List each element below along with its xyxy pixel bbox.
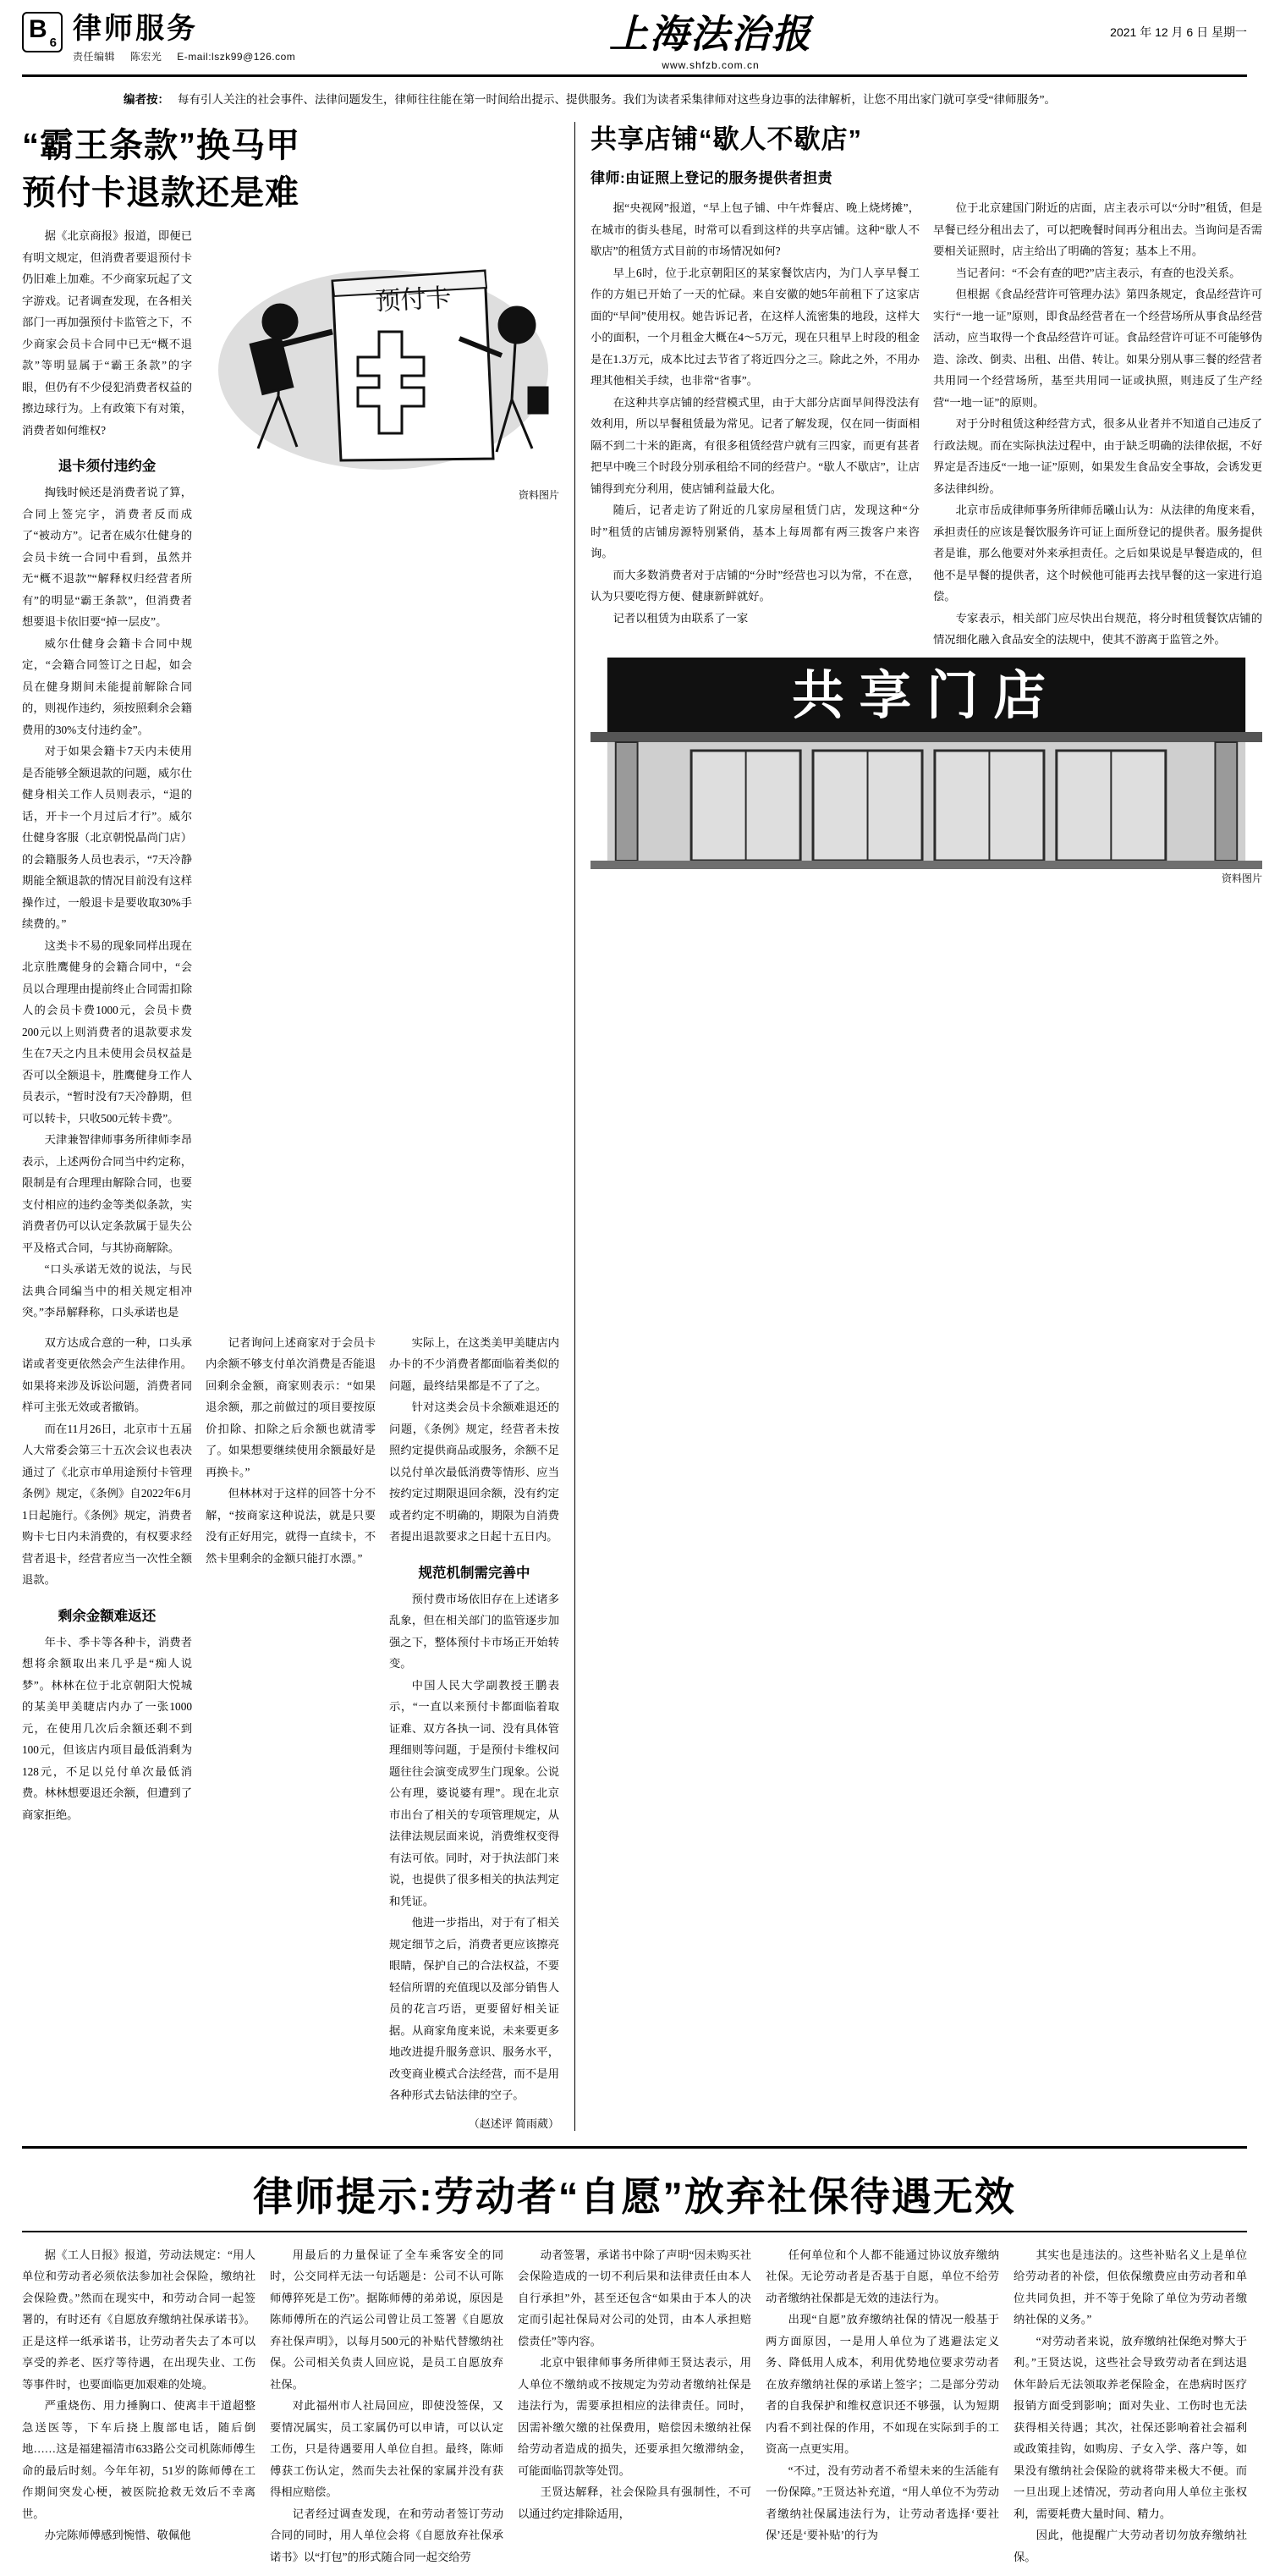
paragraph: 任何单位和个人都不能通过协议放弃缴纳社保。无论劳动者是否基于自愿，单位不给劳动者缴纳社保都是无效的违法行为。 <box>766 2248 999 2304</box>
page-number: 6 <box>49 36 57 50</box>
paragraph: 据《北京商报》报道，即便已有明文规定，但消费者要退预付卡仍旧难上加难。不少商家玩起了文字游戏。记者调查发现，在各相关部门一再加强预付卡监管之下，不少商家会员卡合同中已无“概不退款”等明显属于“霸王条款”的字眼，但仍有不少侵犯消费者权益的擦边球行为。上有政策下有对策，消费者如何维权? <box>22 229 192 437</box>
paragraph: 对于如果会籍卡7天内未使用是否能够全额退款的问题，威尔仕健身相关工作人员则表示，“退的话，开卡一个月过后才行”。威尔仕健身客服（北京朝悦晶尚门店）的会籍服务人员也表示，“7天冷静期能全额退款的情况目前没有这样操作过，一般退卡是要收取30%手续费的。” <box>22 745 192 930</box>
editor-note-body: 每有引人关注的社会事件、法律问题发生，律师往往能在第一时间给出提示、提供服务。我们为读者采集律师对这些身边事的法律解析，让您不用出家门就可享受“律师服务”。 <box>178 93 1056 106</box>
paragraph: 对此福州市人社局回应，即使没签保，又要情况属实，员工家属仍可以申请，可以认定工伤，只是待遇要用人单位自担。最终，陈师傅获工伤认定，然而失去社保的家属并没有获得相应赔偿。 <box>270 2399 503 2498</box>
right-col-2 <box>933 197 1262 651</box>
editor-label: 责任编辑 <box>73 51 116 63</box>
paragraph: 威尔仕健身会籍卡合同中规定，“会籍合同签订之日起，如会员在健身期间未能提前解除合同的，则视作违约，须按照剩余会籍费用的30%支付违约金”。 <box>22 636 192 736</box>
paragraph: 办完陈师傅感到惋惜、敬佩他 <box>44 2529 191 2541</box>
paragraph: 年卡、季卡等各种卡，消费者想将余额取出来几乎是“痴人说梦”。林林在位于北京朝阳大悦城的某美甲美睫店内办了一张1000元，在使用几次后余额还剩不到100元，但该店内项目最低消剩为128元，不足以兑付单次最低消费。林林想要退还余额，但遭到了商家拒绝。 <box>22 1635 192 1821</box>
article-shared-shop <box>591 122 1262 2131</box>
paragraph: 他进一步指出，对于有了相关规定细节之后，消费者更应该擦亮眼睛，保护自己的合法权益，不要轻信所谓的充值现以及部分销售人员的花言巧语，更要留好相关证据。从商家角度来说，未来要更多地改进提升服务意识、服务水平，改变商业模式合法经营，而不是用各种形式去钻法律的空子。 <box>389 1916 559 2101</box>
paragraph: “对劳动者来说，放弃缴纳社保绝对弊大于利。”王贤达说，这些社会导致劳动者在到达退休年龄后无法领取养老保险金，在患病时医疗报销方面受到影响；面对失业、工伤时也无法获得相关待遇；其次，社保还影响着社会福利或政策挂钩，如购房、子女入学、落户等，如果没有缴纳社会保险的就将带来极大不便。而一旦出现上述情况，劳动者向用人单位主张权利，需要耗费大量时间、精力。 <box>1014 2334 1247 2520</box>
left-top-columns <box>22 225 559 1324</box>
shop-photo-svg <box>591 658 1262 869</box>
editor-note <box>22 89 1247 110</box>
paragraph: 记者询问上述商家对于会员卡内余额不够支付单次消费是否能退回剩余金额，商家则表示：“如果退余额，那之前做过的项目要按原价扣除、扣除之后余额也就清零了。如果想要继续使用余额最好是再换卡。” <box>206 1335 376 1478</box>
paragraph: 早上6时，位于北京朝阳区的某家餐饮店内，为门人享早餐工作的方姐已开始了一天的忙碌。来自安徽的她5年前租下了这家店面的“早间”使用权。她告诉记者，在这样人流密集的地段，这样大小的面积，一个月租金大概在4～5万元，现在只租早上时段的租金是在1.3万元，成本比过去节省了将近四分之三。除此之外，不用办理其他相关手续，也非常“省事”。 <box>591 266 920 387</box>
left-subsection-title-1: 退卡须付违约金 <box>58 459 157 474</box>
left-col-b <box>206 1332 376 2131</box>
paragraph: 针对这类会员卡余额难退还的问题，《条例》规定，经营者未按照约定提供商品或服务，余额不足以兑付单次最低消费等情形、应当按约定过期限退回余额，没有约定或者约定不明确的，期限为自消费者提出退款要求之日起十五日内。 <box>389 1401 559 1543</box>
editor-credits <box>73 49 307 63</box>
paragraph: 严重烧伤、用力捶胸口、使离丰干道超整急送医等，下车后挠上腹部电话，随后倒地……这是福建福清市633路公交司机陈师傅生命的最后时刻。今年年初，51岁的陈师傅在工作期间突发心梗，被医院抢救无效后不幸离世。 <box>22 2399 255 2520</box>
feature-col-4 <box>766 2244 999 2568</box>
paragraph: “口头承诺无效的说法，与民法典合同编当中的相关规定相冲突。”李昂解释称，口头承诺也是 <box>22 1263 192 1318</box>
paragraph: 当记者问：“不会有查的吧?”店主表示，有查的也没关系。 <box>955 266 1241 279</box>
right-col-1 <box>591 197 920 651</box>
page-badge <box>22 12 63 52</box>
page-letter: B <box>29 15 47 43</box>
paragraph: 随后，记者走访了附近的几家房屋租赁门店，发现这种“分时”租赁的店铺房源特别紧俏，基本上每周都有两三拨客户来咨询。 <box>591 504 920 559</box>
left-col-c <box>389 1332 559 2131</box>
paper-url: www.shfzb.com.cn <box>662 59 760 71</box>
left-subsection-title-2: 剩余金额难返还 <box>58 1608 157 1624</box>
paragraph: 位于北京建国门附近的店面，店主表示可以“分时”租赁，但是早餐已经分租出去了，可以把晚餐时间再分租出去。当询问是否需要相关证照时，店主给出了明确的答复；基本上不用。 <box>933 201 1262 257</box>
paragraph: 记者经过调查发现，在和劳动者签订劳动合同的同时，用人单位会将《自愿放弃社保承诺书》以“打包”的形式随合同一起交给劳 <box>270 2507 503 2563</box>
paragraph: 这类卡不易的现象同样出现在北京胜鹰健身的会籍合同中，“会员以合理理由提前终止合同需扣除人的会员卡费1000元，会员卡费200元以上则消费者的退款要求发生在7天之内且未使用会员权益是否可以全额退卡，胜鹰健身工作人员表示，“暂时没有7天冷静期，但可以转卡，只收500元转卡费”。 <box>22 938 192 1125</box>
left-subsection-title-3: 规范机制需完善中 <box>418 1565 530 1581</box>
feature-col-2 <box>270 2244 503 2568</box>
editor-email: E-mail:lszk99@126.com <box>177 51 296 63</box>
left-headline-line2: 预付卡退款还是难 <box>22 174 299 212</box>
article-prepaid-card <box>22 122 559 2131</box>
paragraph: 而在11月26日，北京市十五届人大常委会第三十五次会议也表决通过了《北京市单用途预付卡管理条例》规定，《条例》自2022年6月1日起施行。《条例》规定，消费者购卡七日内未消费的，有权要求经营者退卡，经营者应当一次性全额退款。 <box>22 1422 192 1586</box>
paragraph: 北京市岳成律师事务所律师岳曦山认为：从法律的角度来看，承担责任的应该是餐饮服务许可证上面所登记的提供者。服务提供者是谁，那么他要对外来承担责任。之后如果说是早餐造成的，但他不是早餐的提供者，这个时候他可能再去找早餐的这一家进行追偿。 <box>933 504 1262 603</box>
paragraph: 专家表示，相关部门应尽快出台规范，将分时租赁餐饮店铺的情况细化融入食品安全的法规中，使其不游离于监管之外。 <box>933 611 1262 646</box>
right-subhead: 律师:由证照上登记的服务提供者担责 <box>591 170 833 186</box>
left-byline: （赵述评 简雨葳） <box>468 2116 559 2130</box>
section-title-block <box>73 12 307 63</box>
feature-title: 律师提示:劳动者“自愿”放弃社保待遇无效 <box>253 2173 1016 2219</box>
paragraph: 在这种共享店铺的经营模式里，由于大部分店面早间得没法有效利用，所以早餐租赁最为常见。记者了解发现，仅在同一街面相隔不到二十米的距离，有很多租赁经营户就有三四家，而更有甚者把早中晚三个时段分别承租给不同的经营户。“歇人不歇店”，让店铺得到充分利用，使店铺利益最大化。 <box>591 395 920 495</box>
illustration-svg <box>206 230 552 484</box>
paragraph: 因此，他提醒广大劳动者切勿放弃缴纳社保。 <box>1014 2529 1247 2563</box>
paragraph: 动者签署，承诺书中除了声明“因未购买社会保险造成的一切不利后果和法律责任由本人自行承担”外，甚至还包含“如果由于本人的决定而引起社保局对公司的处罚，由本人承担赔偿责任”等内容。 <box>518 2248 751 2348</box>
paragraph: 但林林对于这样的回答十分不解，“按商家这种说法，就是只要没有正好用完，就得一直续卡，不然卡里剩余的金额只能打水漂。” <box>206 1487 376 1565</box>
svg-text:预付卡: 预付卡 <box>374 283 453 316</box>
masthead-left <box>22 12 420 63</box>
feature-col-3 <box>518 2244 751 2568</box>
paragraph: 对于分时租赁这种经营方式，很多从业者并不知道自己违反了行政法规。而在实际执法过程中，由于缺乏明确的法律依据，不好界定是否违反“一地一证”原则，如果发生食品安全事故，会诱发更多法律纠纷。 <box>933 417 1262 495</box>
editor-note-label: 编者按： <box>124 93 169 106</box>
paragraph: 王贤达解释，社会保险具有强制性，不可以通过约定排除适用， <box>518 2485 751 2520</box>
paragraph: 掏钱时候还是消费者说了算，合同上签完字，消费者反而成了“被动方”。记者在威尔仕健身的会员卡统一合同中看到，虽然并无“概不退款”“解释权归经营者所有”的明显“霸王条款”，但消费者想要退卡依旧要“掉一层皮”。 <box>22 486 192 628</box>
left-headline-line1: “霸王条款”换马甲 <box>22 127 300 164</box>
paragraph: 用最后的力量保证了全车乘客安全的同时，公交同样无法一句话题是：公司不认可陈师傅猝死是工伤”。据陈师傅的弟弟说，原因是陈师傅所在的汽运公司曾让员工签署《自愿放弃社保声明》，以每月500元的补贴代替缴纳社保。公司相关负责人回应说，是员工自愿放弃社保。 <box>270 2248 503 2391</box>
paragraph: 而大多数消费者对于店铺的“分时”经营也习以为常，不在意，认为只要吃得方便、健康新鲜就好。 <box>591 568 920 603</box>
paper-name: 上海法治报 <box>609 13 812 56</box>
paragraph: 出现“自愿”放弃缴纳社保的情况一般基于两方面原因，一是用人单位为了逃避法定义务、降低用人成本，利用优势地位要求劳动者在放弃缴纳社保的承诺上签字；二是部分劳动者的自我保护和维权意识还不够强，认为短期内看不到社保的作用，不如现在实际到手的工资高一点更实用。 <box>766 2313 999 2455</box>
shop-sign-text: 共享门店 <box>792 666 1061 725</box>
shared-shop-photo <box>591 658 1262 869</box>
paragraph: 据《工人日报》报道，劳动法规定：“用人单位和劳动者必须依法参加社会保险，缴纳社会保险费。”然而在现实中，和劳动合同一起签署的，有时还有《自愿放弃缴纳社保承诺书》。正是这样一纸承诺书，让劳动者失去了本可以享受的养老、医疗等待遇，在出现失业、工伤等事件时，也要面临更加艰难的处境。 <box>22 2248 255 2391</box>
paragraph: 记者以租赁为由联系了一家 <box>613 611 749 625</box>
main-area <box>22 122 1262 2131</box>
column-divider <box>574 122 575 2131</box>
feature-col-1 <box>22 2244 255 2568</box>
paragraph: 其实也是违法的。这些补贴名义上是单位给劳动者的补偿，但依保缴费应由劳动者和单位共同负担，并不等于免除了单位为劳动者缴纳社保的义务。” <box>1014 2248 1247 2326</box>
paragraph: 天津兼智律师事务所律师李昂表示，上述两份合同当中约定称，限制是有合理理由解除合同，也要支付相应的违约金等类似条款，实消费者仍可以认定条款属于显失公平及格式合同，与其协商解除。 <box>22 1133 192 1254</box>
paragraph: 中国人民大学副教授王鹏表示，“一直以来预付卡都面临着取证难、双方各执一词、没有具体管理细则等问题，于是预付卡维权问题往往会演变成罗生门现象。公说公有理，婆说婆有理”。现在北京市出台了相关的专项管理规定，从法律法规层面来说，消费维权变得有法可依。同时，对于执法部门来说，也提供了很多相关的执法判定和凭证。 <box>389 1678 559 1907</box>
left-bottom-columns <box>22 1332 559 2131</box>
paragraph: 北京中银律师事务所律师王贤达表示，用人单位不缴纳或不按规定为劳动者缴纳社保是违法行为，需要承担相应的法律责任。同时，因需补缴欠缴的社保费用，赔偿因未缴纳社保给劳动者造成的损失，还要承担欠缴滞纳金，可能面临罚款等处罚。 <box>518 2356 751 2477</box>
editor-name: 陈宏光 <box>129 51 162 63</box>
feature-col-5 <box>1014 2244 1247 2568</box>
paragraph: 实际上，在这类美甲美睫店内办卡的不少消费者都面临着类似的问题，最终结果都是不了了之。 <box>389 1335 559 1392</box>
left-col-a <box>22 1332 192 2131</box>
left-col-intro <box>22 225 192 1324</box>
left-illustration-wrap <box>206 225 559 1324</box>
feature-divider-bottom <box>22 2231 1247 2232</box>
paragraph: 据“央视网”报道，“早上包子铺、中午炸餐店、晚上烧烤摊”，在城市的街头巷尾，时常可以看到这样的共享店铺。这种“歇人不歇店”的租赁方式目前的市场情况如何? <box>591 201 920 257</box>
paragraph: 预付费市场依旧存在上述诸多乱象，但在相关部门的监管逐步加强之下，整体预付卡市场正开始转变。 <box>389 1592 559 1670</box>
paragraph: 双方达成合意的一种，口头承诺或者变更依然会产生法律作用。如果将来涉及诉讼问题，消费者同样可主张无效或者撤销。 <box>22 1335 192 1413</box>
feature-divider-top <box>22 2146 1247 2149</box>
prepaid-card-illustration <box>206 230 552 484</box>
masthead-center <box>420 12 1002 71</box>
paragraph: “不过，没有劳动者不希望未来的生活能有一份保障。”王贤达补充道，“用人单位不为劳动者缴纳社保属违法行为，让劳动者选择‘要社保’还是‘要补贴’的行为 <box>766 2463 999 2541</box>
section-title: 律师服务 <box>73 13 198 45</box>
right-columns <box>591 197 1262 651</box>
paragraph: 但根据《食品经营许可管理办法》第四条规定，食品经营许可实行“一地一证”原则，即食品经营者在一个经营场所从事食品经营活动，应当取得一个食品经营许可证。食品经营许可证不可能够伪造、涂改、倒卖、出租、出借、转让。如果分别从事三餐的经营者共用同一个经营场所，基至共用同一证或执照，则违反了生产经营“一地一证”的原则。 <box>933 288 1262 409</box>
masthead <box>22 12 1247 77</box>
masthead-date: 2021 年 12 月 6 日 星期一 <box>1110 25 1247 39</box>
feature-columns <box>22 2244 1247 2568</box>
right-photo-caption: 资料图片 <box>1221 872 1262 884</box>
right-headline: 共享店铺“歇人不歇店” <box>591 124 862 154</box>
left-illustration-caption: 资料图片 <box>518 489 559 501</box>
